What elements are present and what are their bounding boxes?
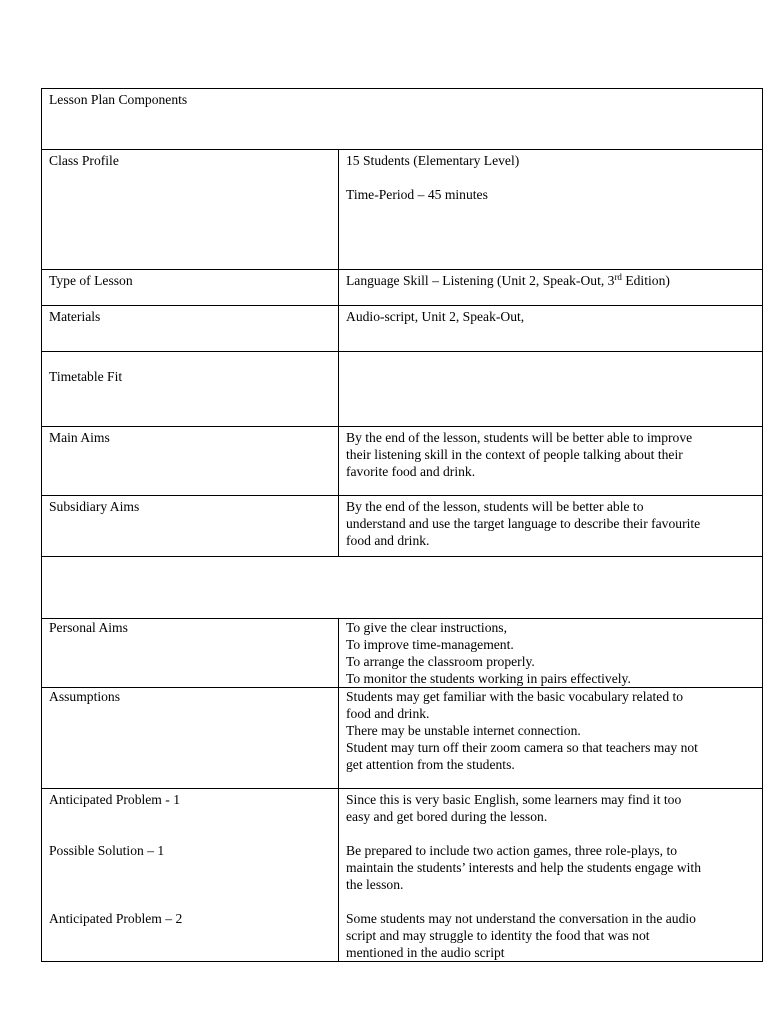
timetable-fit-value-cell bbox=[339, 352, 763, 427]
table-row-blank bbox=[42, 557, 763, 619]
paragraph-gap bbox=[49, 859, 338, 876]
table-row-class-profile bbox=[42, 150, 763, 270]
type-of-lesson-label: Type of Lesson bbox=[49, 273, 133, 288]
problem-2-label: Anticipated Problem – 2 bbox=[49, 911, 183, 926]
assumptions-label: Assumptions bbox=[49, 689, 121, 704]
main-aims-value-cell bbox=[339, 427, 763, 496]
subsidiary-aims-label-cell bbox=[42, 496, 339, 557]
table-row-timetable-fit bbox=[42, 352, 763, 427]
type-of-lesson-text-end: Edition) bbox=[621, 273, 670, 288]
table-row-problems-solutions bbox=[42, 789, 763, 962]
paragraph-gap bbox=[346, 893, 762, 910]
problem-1-line: easy and get bored during the lesson. bbox=[346, 809, 548, 824]
materials-label-cell bbox=[42, 306, 339, 352]
table-row-type-of-lesson bbox=[42, 270, 763, 306]
materials-label: Materials bbox=[49, 309, 101, 324]
solution-1-line: maintain the students’ interests and help the students engage with bbox=[346, 860, 701, 875]
header-cell bbox=[42, 89, 763, 150]
main-aims-label-cell bbox=[42, 427, 339, 496]
table-header: Lesson Plan Components bbox=[49, 92, 188, 107]
subsidiary-aims-line: By the end of the lesson, students will be better able to bbox=[346, 499, 644, 514]
subsidiary-aims-label: Subsidiary Aims bbox=[49, 499, 140, 514]
assumptions-line: Student may turn off their zoom camera so that teachers may not bbox=[346, 740, 698, 755]
subsidiary-aims-value-cell bbox=[339, 496, 763, 557]
paragraph-gap bbox=[346, 169, 762, 186]
personal-aims-line: To improve time-management. bbox=[346, 637, 514, 652]
timetable-fit-label: Timetable Fit bbox=[49, 369, 123, 384]
class-profile-label-cell bbox=[42, 150, 339, 270]
problem-2-line: script and may struggle to identity the food that was not bbox=[346, 928, 650, 943]
type-of-lesson-label-cell bbox=[42, 270, 339, 306]
personal-aims-line: To give the clear instructions, bbox=[346, 620, 507, 635]
assumptions-line: food and drink. bbox=[346, 706, 430, 721]
paragraph-gap bbox=[49, 808, 338, 825]
table-row-assumptions bbox=[42, 688, 763, 789]
timetable-fit-label-cell bbox=[42, 352, 339, 427]
main-aims-line: favorite food and drink. bbox=[346, 464, 476, 479]
paragraph-gap bbox=[49, 876, 338, 893]
type-of-lesson-text-start: Language Skill – Listening (Unit 2, Speak-Out, 3 bbox=[346, 273, 615, 288]
materials-value-cell bbox=[339, 306, 763, 352]
personal-aims-line: To arrange the classroom properly. bbox=[346, 654, 535, 669]
class-profile-time-period: Time-Period – 45 minutes bbox=[346, 187, 488, 202]
problem-2-line: mentioned in the audio script bbox=[346, 945, 505, 960]
assumptions-line: Students may get familiar with the basic vocabulary related to bbox=[346, 689, 684, 704]
personal-aims-value-cell bbox=[339, 619, 763, 688]
problem-2-line: Some students may not understand the conversation in the audio bbox=[346, 911, 696, 926]
personal-aims-label: Personal Aims bbox=[49, 620, 128, 635]
main-aims-label: Main Aims bbox=[49, 430, 110, 445]
materials-value: Audio-script, Unit 2, Speak-Out, bbox=[346, 309, 525, 324]
class-profile-value-cell bbox=[339, 150, 763, 270]
subsidiary-aims-line: food and drink. bbox=[346, 533, 430, 548]
main-aims-line: their listening skill in the context of people talking about their bbox=[346, 447, 683, 462]
solution-1-label: Possible Solution – 1 bbox=[49, 843, 165, 858]
class-profile-label: Class Profile bbox=[49, 153, 119, 168]
paragraph-gap bbox=[49, 893, 338, 910]
ordinal-superscript: rd bbox=[614, 272, 622, 282]
type-of-lesson-value bbox=[346, 272, 762, 289]
type-of-lesson-value-cell bbox=[339, 270, 763, 306]
table-row-materials bbox=[42, 306, 763, 352]
table-row-main-aims bbox=[42, 427, 763, 496]
table-row-subsidiary-aims bbox=[42, 496, 763, 557]
personal-aims-label-cell bbox=[42, 619, 339, 688]
subsidiary-aims-line: understand and use the target language to describe their favourite bbox=[346, 516, 701, 531]
personal-aims-line: To monitor the students working in pairs effectively. bbox=[346, 671, 631, 686]
solution-1-line: Be prepared to include two action games, three role-plays, to bbox=[346, 843, 678, 858]
table-row-personal-aims bbox=[42, 619, 763, 688]
assumptions-value-cell bbox=[339, 688, 763, 789]
blank-cell bbox=[42, 557, 763, 619]
assumptions-line: There may be unstable internet connection. bbox=[346, 723, 581, 738]
paragraph-gap bbox=[49, 825, 338, 842]
problems-value-cell bbox=[339, 789, 763, 962]
assumptions-line: get attention from the students. bbox=[346, 757, 515, 772]
class-profile-students: 15 Students (Elementary Level) bbox=[346, 153, 520, 168]
problem-1-line: Since this is very basic English, some learners may find it too bbox=[346, 792, 682, 807]
assumptions-label-cell bbox=[42, 688, 339, 789]
problems-label-cell bbox=[42, 789, 339, 962]
lesson-plan-table bbox=[41, 88, 763, 962]
main-aims-line: By the end of the lesson, students will be better able to improve bbox=[346, 430, 693, 445]
problem-1-label: Anticipated Problem - 1 bbox=[49, 792, 180, 807]
solution-1-line: the lesson. bbox=[346, 877, 404, 892]
table-row-header bbox=[42, 89, 763, 150]
paragraph-gap bbox=[346, 825, 762, 842]
